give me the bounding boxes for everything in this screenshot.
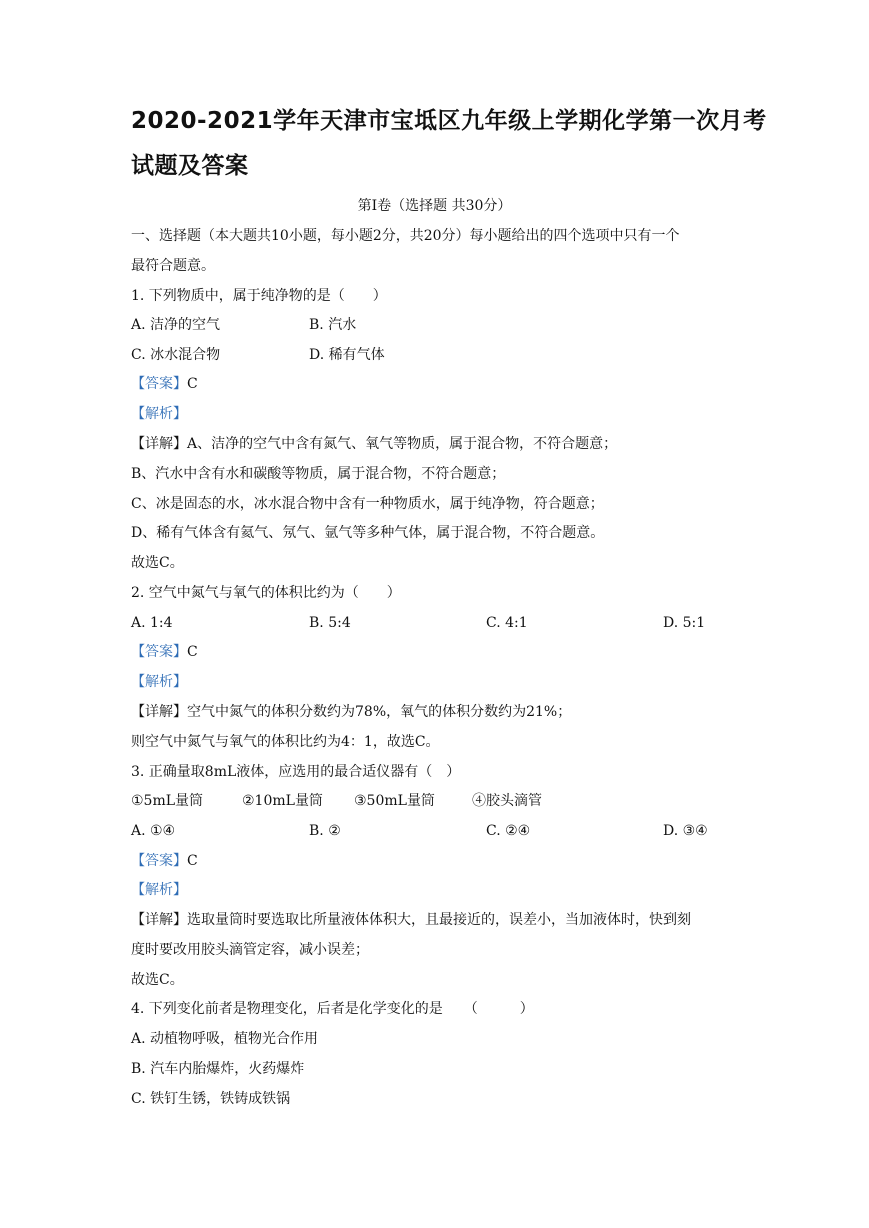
q1-detail-line-2: B、汽水中含有水和碳酸等物质，属于混合物，不符合题意； <box>131 466 506 482</box>
q2-option-a: A. 1:4 <box>131 615 173 631</box>
q2-option-c: C. 4:1 <box>486 615 528 631</box>
question-4-stem: 4. 下列变化前者是物理变化，后者是化学变化的是 （ ） <box>131 1001 534 1017</box>
q1-option-a: A. 洁净的空气 <box>131 317 221 333</box>
answer-label: 【答案】 <box>131 644 187 660</box>
q2-analysis-label: 【解析】 <box>131 674 187 690</box>
answer-label: 【答案】 <box>131 376 187 392</box>
q2-detail-line-1 <box>131 702 571 722</box>
detail-label: 【详解】 <box>131 436 187 452</box>
detail-text: 空气中氮气的体积分数约为78%，氧气的体积分数约为21%； <box>187 704 572 720</box>
q3-option-a: A. ①④ <box>131 823 176 839</box>
question-3-stem: 3. 正确量取8mL液体，应选用的最合适仪器有（ ） <box>131 764 461 780</box>
detail-text: A、洁净的空气中含有氮气、氧气等物质，属于混合物，不符合题意； <box>187 436 618 452</box>
q3-option-c: C. ②④ <box>486 823 531 839</box>
q3-detail-line-1 <box>131 910 691 930</box>
q3-detail-line-3: 故选C。 <box>131 972 184 988</box>
question-1-stem: 1. 下列物质中，属于纯净物的是（ ） <box>131 288 387 304</box>
q3-option-b: B. ② <box>309 823 341 839</box>
q2-option-d: D. 5:1 <box>663 615 706 631</box>
q1-analysis-label: 【解析】 <box>131 406 187 422</box>
document-title-line-1: 2020-2021学年天津市宝坻区九年级上学期化学第一次月考 <box>131 108 767 134</box>
q4-option-a: A. 动植物呼吸，植物光合作用 <box>131 1031 319 1047</box>
instructions-line-1: 一、选择题（本大题共10小题，每小题2分，共20分）每小题给出的四个选项中只有一个 <box>131 228 680 244</box>
q1-option-c: C. 冰水混合物 <box>131 347 221 363</box>
section-header: 第Ⅰ卷（选择题 共30分） <box>357 198 512 214</box>
q1-option-b: B. 汽水 <box>309 317 357 333</box>
q1-detail-line-3: C、冰是固态的水，冰水混合物中含有一种物质水，属于纯净物，符合题意； <box>131 496 604 512</box>
q3-item-2: ②10mL量筒 <box>242 793 323 809</box>
answer-value: C <box>187 376 198 392</box>
q3-analysis-label: 【解析】 <box>131 882 187 898</box>
q2-option-b: B. 5:4 <box>309 615 351 631</box>
answer-value: C <box>187 644 198 660</box>
q3-item-1: ①5mL量筒 <box>131 793 204 809</box>
q2-answer <box>131 642 198 662</box>
q3-item-4: ④胶头滴管 <box>472 793 542 809</box>
q1-detail-line-4: D、稀有气体含有氦气、氖气、氩气等多种气体，属于混合物，不符合题意。 <box>131 525 605 541</box>
q1-answer <box>131 374 198 394</box>
q3-item-3: ③50mL量筒 <box>354 793 435 809</box>
q3-option-d: D. ③④ <box>663 823 708 839</box>
q1-detail-line-5: 故选C。 <box>131 555 184 571</box>
answer-label: 【答案】 <box>131 853 187 869</box>
answer-value: C <box>187 853 198 869</box>
q2-detail-line-2: 则空气中氮气与氧气的体积比约为4：1，故选C。 <box>131 734 440 750</box>
detail-label: 【详解】 <box>131 912 187 928</box>
instructions-line-2: 最符合题意。 <box>131 258 215 274</box>
document-title-line-2: 试题及答案 <box>131 153 249 179</box>
q1-option-d: D. 稀有气体 <box>309 347 385 363</box>
q4-option-c: C. 铁钉生锈，铁铸成铁锅 <box>131 1091 291 1107</box>
detail-label: 【详解】 <box>131 704 187 720</box>
question-2-stem: 2. 空气中氮气与氧气的体积比约为（ ） <box>131 585 401 601</box>
q1-detail-line-1 <box>131 434 617 454</box>
q4-option-b: B. 汽车内胎爆炸，火药爆炸 <box>131 1061 305 1077</box>
detail-text: 选取量筒时要选取比所量液体体积大，且最接近的，误差小，当加液体时，快到刻 <box>187 912 691 928</box>
q3-detail-line-2: 度时要改用胶头滴管定容，减小误差； <box>131 942 369 958</box>
q3-answer <box>131 851 198 871</box>
